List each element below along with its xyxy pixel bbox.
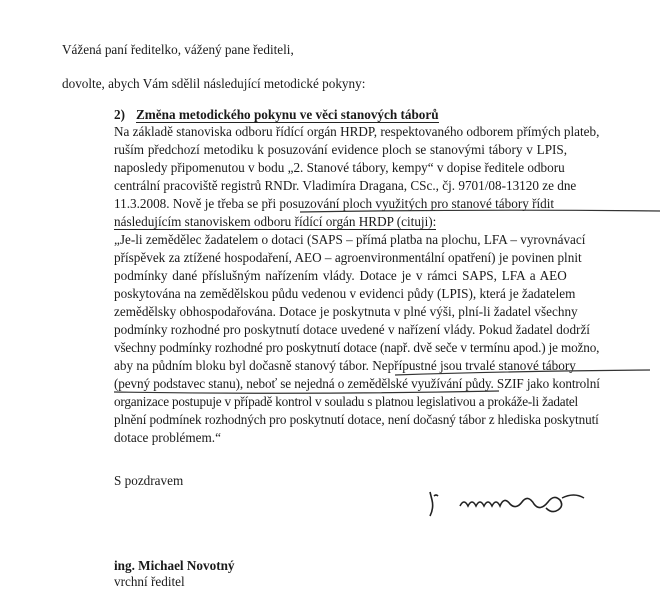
quote-line: podmínky dané příslušným nařízením vlády. Dotace je v rámci SAPS, LFA a AEO (114, 268, 567, 283)
quote-line: zemědělsky obhospodařována. Dotace je poskytnuta v plné výši, plní-li žadatel všechny (114, 304, 578, 319)
body-line-underlined (114, 214, 436, 230)
section-number: 2) (114, 107, 125, 122)
quote-line: organizace postupuje v případě kontrol v souladu s platnou legislativou a prokáže-li žadatel (114, 394, 579, 409)
quote-line: příspěvek za ztížené hospodaření, AEO – agroenvironmentální opatření) je povinen plnit (114, 250, 582, 265)
salutation: Vážená paní ředitelko, vážený pane řediteli, (62, 42, 294, 57)
quote-line: poskytována na zemědělskou půdu vedenou v evidenci půdy (LPIS), která je žadatelem (114, 286, 576, 301)
body-line: centrální pracoviště registrů RNDr. Vladimíra Dragana, CSc., čj. 9701/08-13120 ze dne (114, 178, 577, 193)
pen-underline-mark (300, 208, 660, 214)
intro-sentence: dovolte, abych Vám sdělil následující metodické pokyny: (62, 76, 366, 91)
section-title: Změna metodického pokynu ve věci stanových táborů (136, 107, 439, 122)
signer-name: ing. Michael Novotný (114, 558, 235, 573)
body-line: 11.3.2008. Nově je třeba se při posuzování ploch využitých pro stanové tábory řídit (114, 196, 555, 211)
body-line: Na základě stanoviska odboru řídící orgán HRDP, respektovaného odborem přímých plateb, (114, 124, 600, 139)
quote-line: aby na půdním bloku byl dočasně stanový tábor. Nepřípustné jsou trvalé stanové tábory (114, 358, 576, 373)
closing: S pozdravem (114, 473, 184, 488)
quote-line: dotace problémem.“ (114, 430, 221, 445)
underlined-text: následujícím stanoviskem odboru řídící orgán HRDP (cituji): (114, 214, 437, 229)
pen-underline-mark (114, 388, 499, 396)
quote-line: podmínky rozhodné pro poskytnutí dotace uvedené v nařízení vlády. Pokud žadatel dodrží (114, 322, 590, 337)
quote-line: „Je-li zemědělec žadatelem o dotaci (SAPS – přímá platba na plochu, LFA – vyrovnávací (114, 232, 586, 247)
quote-line: plnění podmínek rozhodných pro poskytnutí dotace, není dočasný tábor z hlediska poskytnutí (114, 412, 599, 427)
pen-underline-mark (395, 369, 650, 377)
body-line: ruším předchozí metodiku k posuzování evidence ploch se stanovými tábory v LPIS, (114, 142, 568, 157)
signer-role: vrchní ředitel (114, 574, 185, 589)
quote-line: všechny podmínky rozhodné pro poskytnutí dotace (např. dvě seče v termínu apod.) je možno, (114, 340, 600, 355)
signature-icon (424, 484, 594, 524)
section-heading (114, 107, 439, 123)
quote-line: (pevný podstavec stanu), neboť se nejedná o zemědělské využívání půdy. SZIF jako kontrolní (114, 376, 600, 391)
body-line: naposledy připomenutou v bodu „2. Stanové tábory, kempy“ v dopise ředitele odboru (114, 160, 565, 175)
